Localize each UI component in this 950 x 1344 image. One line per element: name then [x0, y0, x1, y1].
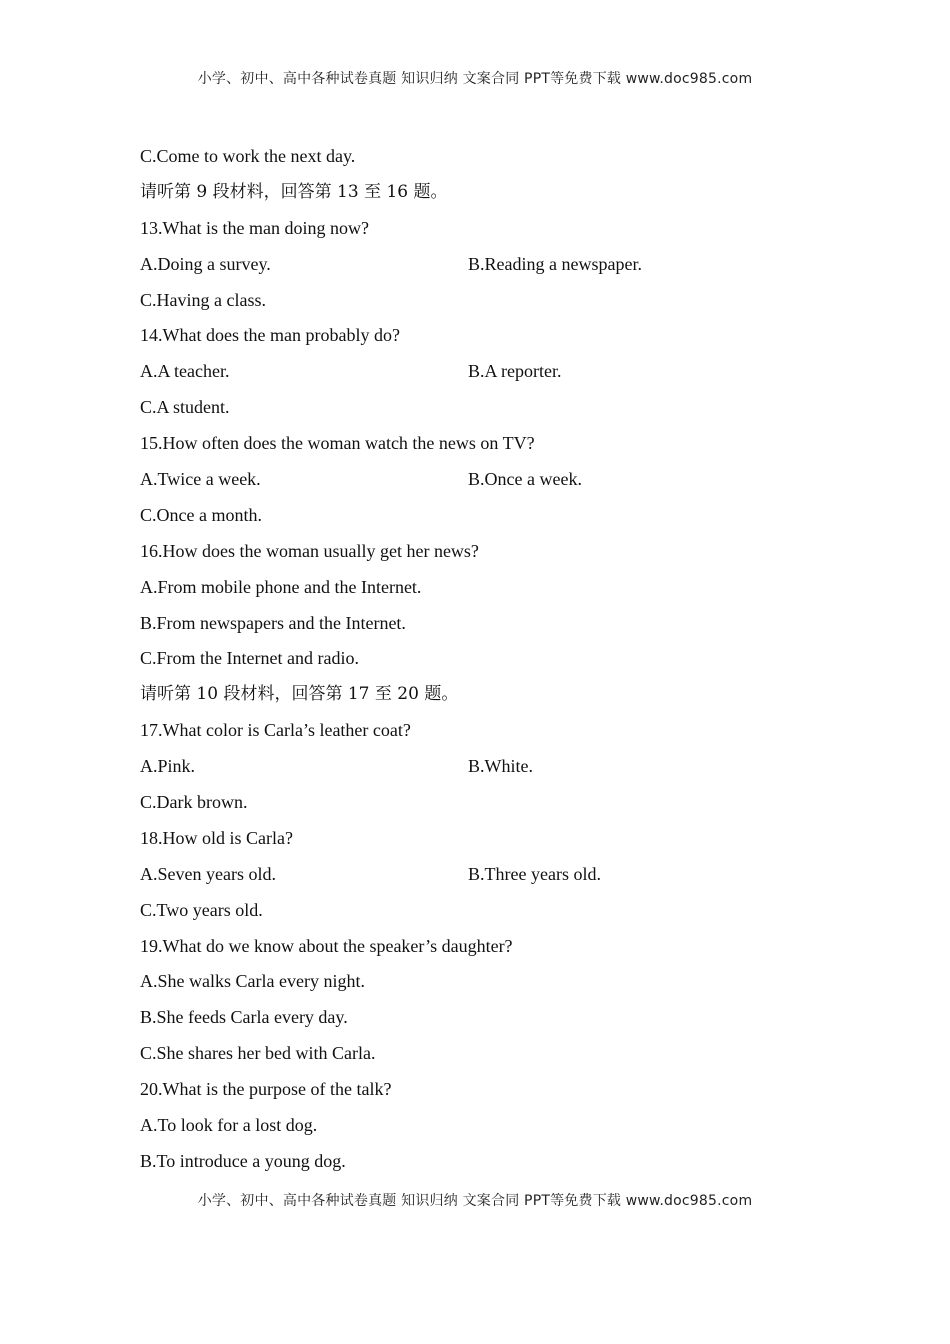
option-b: B.From newspapers and the Internet. [140, 612, 406, 633]
text-line [140, 145, 840, 181]
question [140, 324, 840, 360]
question [140, 432, 840, 468]
option-c: C.Having a class. [140, 289, 266, 310]
options-row [140, 755, 840, 791]
question-text: 14.What does the man probably do? [140, 325, 400, 346]
section-instruction [140, 181, 840, 217]
options-row [140, 970, 840, 1006]
options-row [140, 899, 840, 935]
question [140, 540, 840, 576]
question [140, 217, 840, 253]
question-text: 19.What do we know about the speaker’s daughter? [140, 935, 513, 956]
question-text: 20.What is the purpose of the talk? [140, 1079, 392, 1100]
question-text: 16.How does the woman usually get her news? [140, 540, 479, 561]
options-row [140, 253, 840, 289]
options-row [140, 360, 840, 396]
option-b: B.Three years old. [468, 863, 601, 884]
options-row [140, 504, 840, 540]
options-row [140, 1114, 840, 1150]
line-text: 请听第 9 段材料，回答第 13 至 16 题。 [140, 181, 448, 202]
option-b: B.White. [468, 756, 533, 777]
options-row [140, 1150, 840, 1186]
options-row [140, 647, 840, 683]
option-a: A.Doing a survey. [140, 253, 271, 274]
options-row [140, 1042, 840, 1078]
line-text: C.Come to work the next day. [140, 146, 356, 166]
option-b: B.Once a week. [468, 469, 582, 490]
question-text: 13.What is the man doing now? [140, 217, 369, 238]
question [140, 1078, 840, 1114]
option-c: C.From the Internet and radio. [140, 648, 359, 669]
option-a: A.Seven years old. [140, 863, 276, 884]
option-b: B.She feeds Carla every day. [140, 1007, 348, 1028]
page-header: 小学、初中、高中各种试卷真题 知识归纳 文案合同 PPT等免费下载 www.doc985.com [197, 71, 753, 87]
option-b: B.To introduce a young dog. [140, 1150, 346, 1171]
option-c: C.A student. [140, 397, 230, 418]
options-row [140, 1006, 840, 1042]
options-row [140, 576, 840, 612]
question-text: 18.How old is Carla? [140, 827, 293, 848]
options-row [140, 468, 840, 504]
option-a: A.From mobile phone and the Internet. [140, 576, 422, 597]
line-text: 请听第 10 段材料，回答第 17 至 20 题。 [140, 684, 459, 705]
question [140, 719, 840, 755]
options-row [140, 289, 840, 325]
option-b: B.Reading a newspaper. [468, 253, 642, 274]
section-instruction [140, 683, 840, 719]
options-row [140, 396, 840, 432]
question-text: 17.What color is Carla’s leather coat? [140, 720, 411, 741]
question [140, 827, 840, 863]
option-c: C.She shares her bed with Carla. [140, 1043, 376, 1064]
option-b: B.A reporter. [468, 361, 562, 382]
option-a: A.To look for a lost dog. [140, 1115, 318, 1136]
options-row [140, 612, 840, 648]
option-a: A.A teacher. [140, 361, 230, 382]
option-a: A.Pink. [140, 756, 196, 777]
option-c: C.Dark brown. [140, 792, 248, 813]
page-footer: 小学、初中、高中各种试卷真题 知识归纳 文案合同 PPT等免费下载 www.doc985.com [197, 1193, 753, 1209]
options-row [140, 791, 840, 827]
question [140, 935, 840, 971]
options-row [140, 863, 840, 899]
option-c: C.Once a month. [140, 504, 262, 525]
question-list [140, 145, 840, 1186]
option-a: A.Twice a week. [140, 469, 261, 490]
question-text: 15.How often does the woman watch the news on TV? [140, 433, 535, 454]
option-a: A.She walks Carla every night. [140, 971, 365, 992]
option-c: C.Two years old. [140, 899, 263, 920]
